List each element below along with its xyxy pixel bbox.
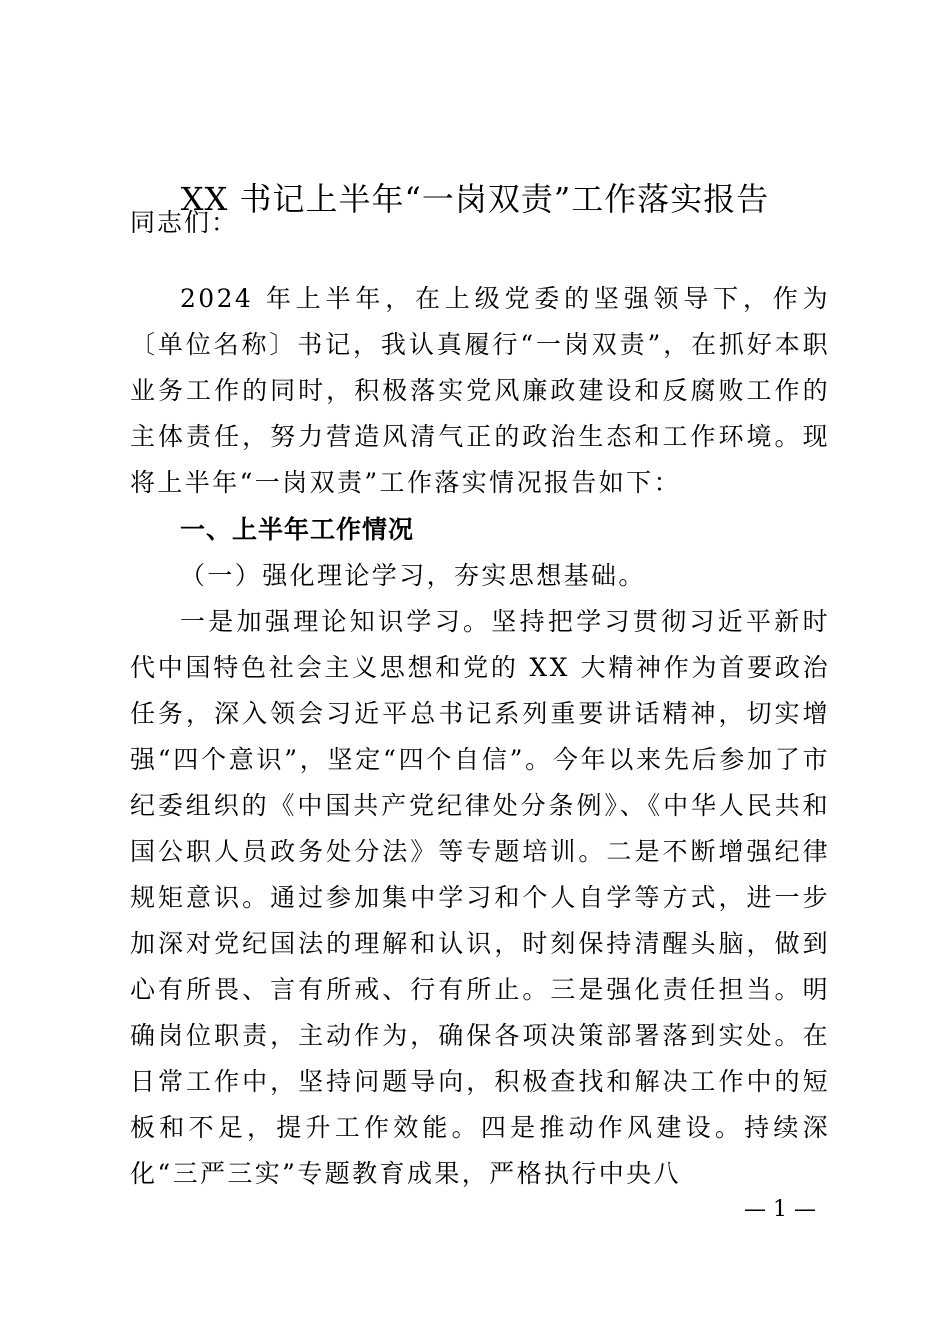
section-heading: 一、上半年工作情况 — [180, 515, 415, 544]
salutation: 同志们： — [130, 208, 239, 237]
intro-paragraph: 2024 年上半年，在上级党委的坚强领导下，作为〔单位名称〕书记，我认真履行“一岗双责”，在抓好本职业务工作的同时，积极落实党风廉政建设和反腐败工作的主体责任，努力营造风清气正的政治生态和工作环境。现将上半年“一岗双责”工作落实情况报告如下： — [130, 284, 830, 497]
page-number: — 1 — — [744, 1197, 816, 1222]
body-paragraph: 一是加强理论知识学习。坚持把学习贯彻习近平新时代中国特色社会主义思想和党的 XX 大精神作为首要政治任务，深入领会习近平总书记系列重要讲话精神，切实增强“四个意识”，坚定“四个自信”。今年以来先后参加了市纪委组织的《中国共产党纪律处分条例》、《中华人民共和国公职人员政务处分法》等专题培训。二是不断增强纪律规矩意识。通过参加集中学习和个人自学等方式，进一步加深对党纪国法的理解和认识，时刻保持清醒头脑，做到心有所畏、言有所戒、行有所止。三是强化责任担当。明确岗位职责，主动作为，确保各项决策部署落到实处。在日常工作中，坚持问题导向，积极查找和解决工作中的短板和不足，提升工作效能。四是推动作风建设。持续深化“三严三实”专题教育成果，严格执行中央八 — [130, 607, 830, 1188]
document-title: XX 书记上半年“一岗双责”工作落实报告 — [180, 180, 770, 218]
subsection-heading: （一）强化理论学习，夯实思想基础。 — [180, 561, 646, 590]
